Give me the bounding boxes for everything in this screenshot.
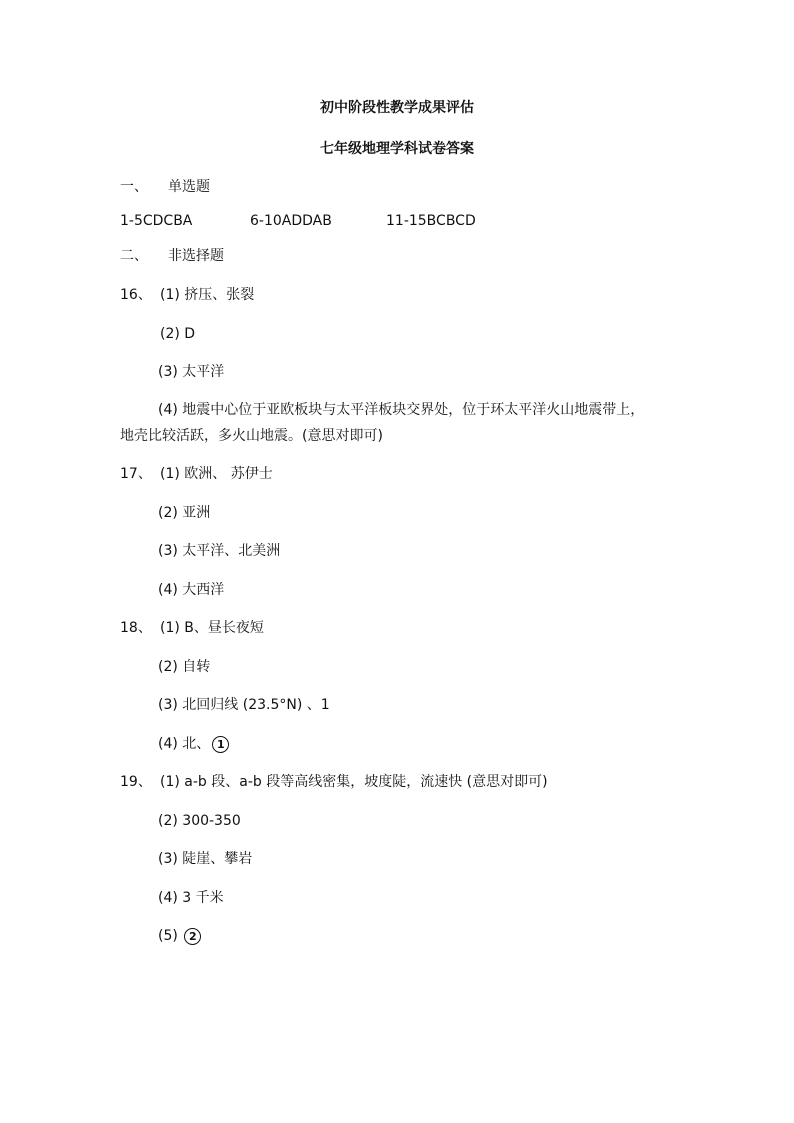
q16-answer-4-line2: 地壳比较活跃，多火山地震。(意思对即可)	[120, 428, 383, 444]
q18-answer-2: (2) 自转	[158, 659, 211, 675]
q16-answer-1: (1) 挤压、张裂	[160, 287, 255, 303]
q16-answer-3: (3) 太平洋	[158, 364, 225, 380]
q18-answer-4	[158, 734, 229, 754]
q17-answer-2: (2) 亚洲	[158, 505, 211, 521]
q19-answer-5	[158, 926, 201, 946]
mc-group-3: 11-15BCBCD	[386, 213, 476, 229]
q16-answer-4-line1: (4) 地震中心位于亚欧板块与太平洋板块交界处，位于环太平洋火山地震带上，	[158, 402, 645, 418]
doc-subtitle: 七年级地理学科试卷答案	[320, 141, 474, 157]
circled-number-1: 1	[212, 736, 229, 753]
circled-number-2: 2	[184, 928, 201, 945]
section2-number: 二、	[120, 248, 148, 264]
mc-group-2: 6-10ADDAB	[250, 213, 332, 229]
q16-answer-2: (2) D	[160, 326, 196, 342]
q18-answer-1: (1) B、昼长夜短	[160, 620, 264, 636]
q17-answer-4: (4) 大西洋	[158, 582, 225, 598]
section1-label: 单选题	[168, 179, 210, 195]
doc-title: 初中阶段性教学成果评估	[320, 100, 474, 116]
q18-number: 18、	[120, 620, 152, 636]
q18-answer-3: (3) 北回归线 (23.5°N) 、1	[158, 697, 330, 713]
q17-answer-3: (3) 太平洋、北美洲	[158, 543, 281, 559]
q17-answer-1: (1) 欧洲、 苏伊士	[160, 466, 273, 482]
q19-answer-2: (2) 300-350	[158, 813, 241, 829]
q19-answer-3: (3) 陡崖、攀岩	[158, 851, 253, 867]
q19-number: 19、	[120, 774, 152, 790]
q17-number: 17、	[120, 466, 152, 482]
q16-number: 16、	[120, 287, 152, 303]
section1-number: 一、	[120, 179, 148, 195]
mc-group-1: 1-5CDCBA	[120, 213, 193, 229]
q19-answer-5-text: (5)	[158, 928, 178, 944]
section2-label: 非选择题	[168, 248, 224, 264]
q18-answer-4-text: (4) 北、	[158, 736, 211, 752]
q19-answer-4: (4) 3 千米	[158, 890, 224, 906]
q19-answer-1: (1) a-b 段、a-b 段等高线密集，坡度陡，流速快 (意思对即可)	[160, 774, 548, 790]
